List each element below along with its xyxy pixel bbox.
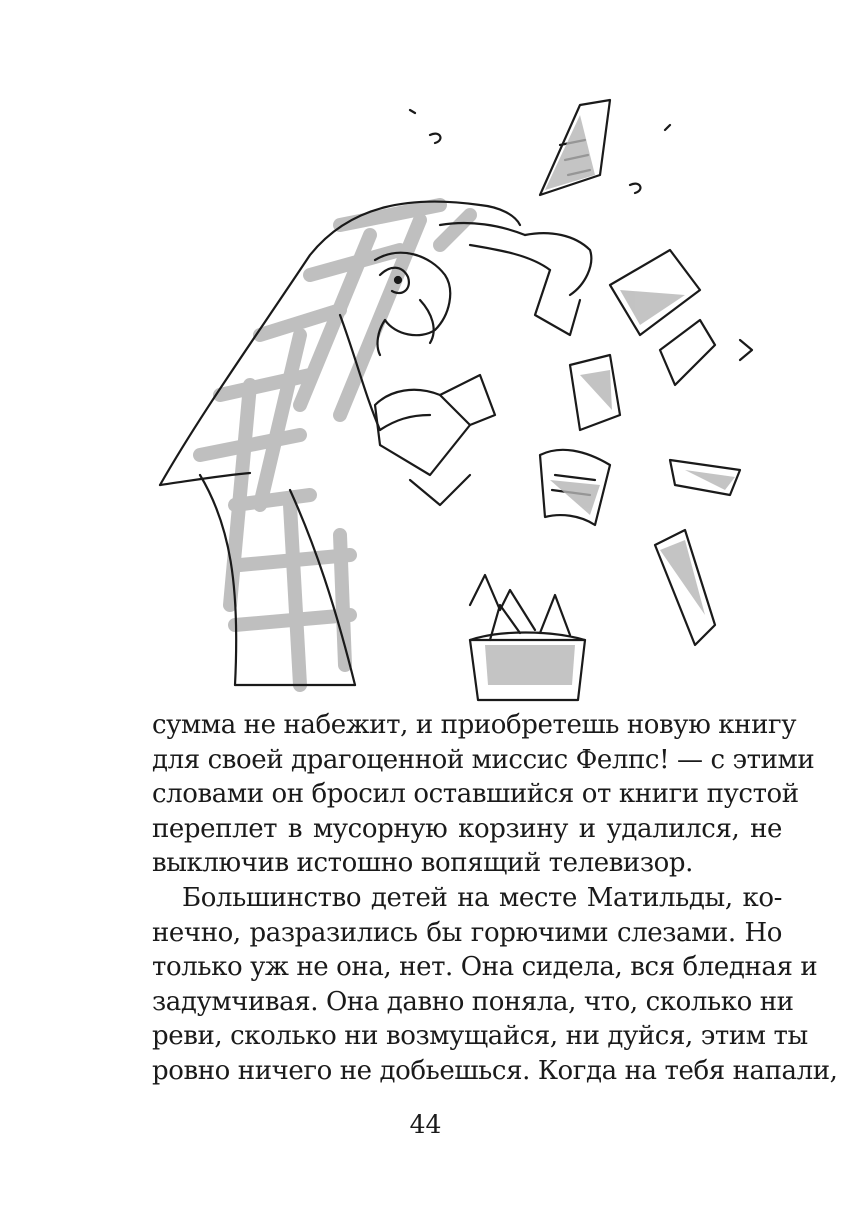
text-line: для своей драгоценной миссис Фелпс! — с этими — [152, 744, 815, 775]
text-line: выключив истошно вопящий телевизор. — [152, 848, 694, 879]
body-text — [152, 708, 838, 1089]
text-line: переплет в мусорную корзину и удалился, не — [152, 813, 782, 844]
text-line: ровно ничего не добьешься. Когда на тебя напали, — [152, 1055, 838, 1086]
text-line: сумма не набежит, и приобретешь новую книгу — [152, 710, 797, 740]
text-line: словами он бросил оставшийся от книги пустой — [152, 779, 799, 810]
man-tearing-book-illustration — [140, 85, 800, 705]
text-line: Большинство детей на месте Матильды, ко- — [182, 882, 782, 913]
text-line: задумчивая. Она давно поняла, что, сколько ни — [152, 986, 794, 1017]
text-line: нечно, разразились бы горючими слезами. Но — [152, 917, 782, 948]
text-line: реви, сколько ни возмущайся, ни дуйся, этим ты — [152, 1021, 808, 1052]
text-line: только уж не она, нет. Она сидела, вся бледная и — [152, 952, 818, 983]
page-number: 44 — [409, 1110, 442, 1139]
